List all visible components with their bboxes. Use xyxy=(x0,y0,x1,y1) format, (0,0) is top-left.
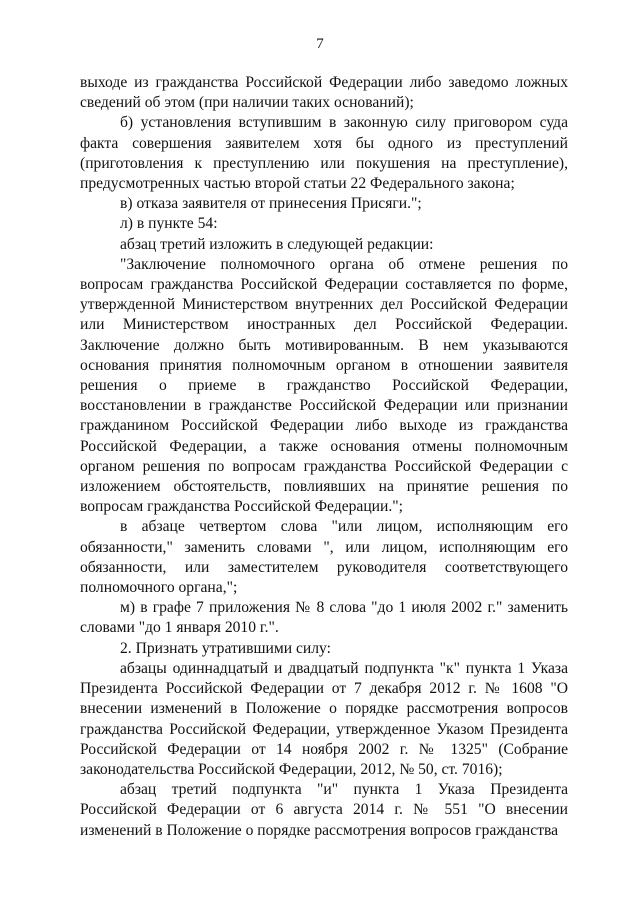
paragraph-section-2: 2. Признать утратившими силу: xyxy=(120,639,331,657)
paragraph-item-l: л) в пункте 54: xyxy=(120,215,218,233)
paragraph-fourth-abzac: в абзаце четвертом слова "или лицом, исполняющим его обязанности," заменить словами ", или лицом, исполняющим его обязанности, или заместителем руководителя соответствующего полномочного органа,"; xyxy=(80,518,568,597)
paragraph-conclusion-text: "Заключение полномочного органа об отмене решения по вопросам гражданства Российской Федерации составляется по форме, утвержденной Министерством внутренних дел Российской Федерации или Министерством иностранных дел Российской Федерации. Заключение должно быть мотивированным. В нем указываются основания принятия полномочным органом в отношении заявителя решения о приеме в гражданство Российской Федерации, восстановлении в гражданстве Российской Федерации или признании гражданином Российской Федерации либо выходе из гражданства Российской Федерации, а также основания отмены полномочным органом решения по вопросам гражданства Российской Федерации с изложением обстоятельств, повлиявших на принятие решения по вопросам гражданства Российской Федерации."; xyxy=(80,255,568,516)
paragraph-repeal-2: абзац третий подпункта "и" пункта 1 Указа Президента Российской Федерации от 6 августа 2014 г. № 551 "О внесении изменений в Положение о порядке рассмотрения вопросов гражданства xyxy=(80,781,568,839)
paragraph-item-v: в) отказа заявителя от принесения Присяги."; xyxy=(120,195,422,213)
document-body xyxy=(80,73,568,841)
paragraph-repeal-1: абзацы одиннадцатый и двадцатый подпункта "к" пункта 1 Указа Президента Российской Федерации от 7 декабря 2012 г. № 1608 "О внесении изменений в Положение о порядке рассмотрения вопросов гражданства Российской Федерации, утвержденное Указом Президента Российской Федерации от 14 ноября 2002 г. № 1325" (Собрание законодательства Российской Федерации, 2012, № 50, ст. 7016); xyxy=(80,659,568,778)
paragraph-continuation: выходе из гражданства Российской Федерации либо заведомо ложных сведений об этом (при наличии таких оснований); xyxy=(80,74,568,112)
paragraph-item-b: б) установления вступившим в законную силу приговором суда факта совершения заявителем хотя бы одного из преступлений (приготовления к преступлению или покушения на преступление), предусмотренных частью второй статьи 22 Федерального закона; xyxy=(80,114,568,193)
page-number: 7 xyxy=(316,36,324,52)
paragraph-item-m: м) в графе 7 приложения № 8 слова "до 1 июля 2002 г." заменить словами "до 1 января 2010 г.". xyxy=(80,599,568,637)
paragraph-instruction: абзац третий изложить в следующей редакции: xyxy=(120,235,434,253)
